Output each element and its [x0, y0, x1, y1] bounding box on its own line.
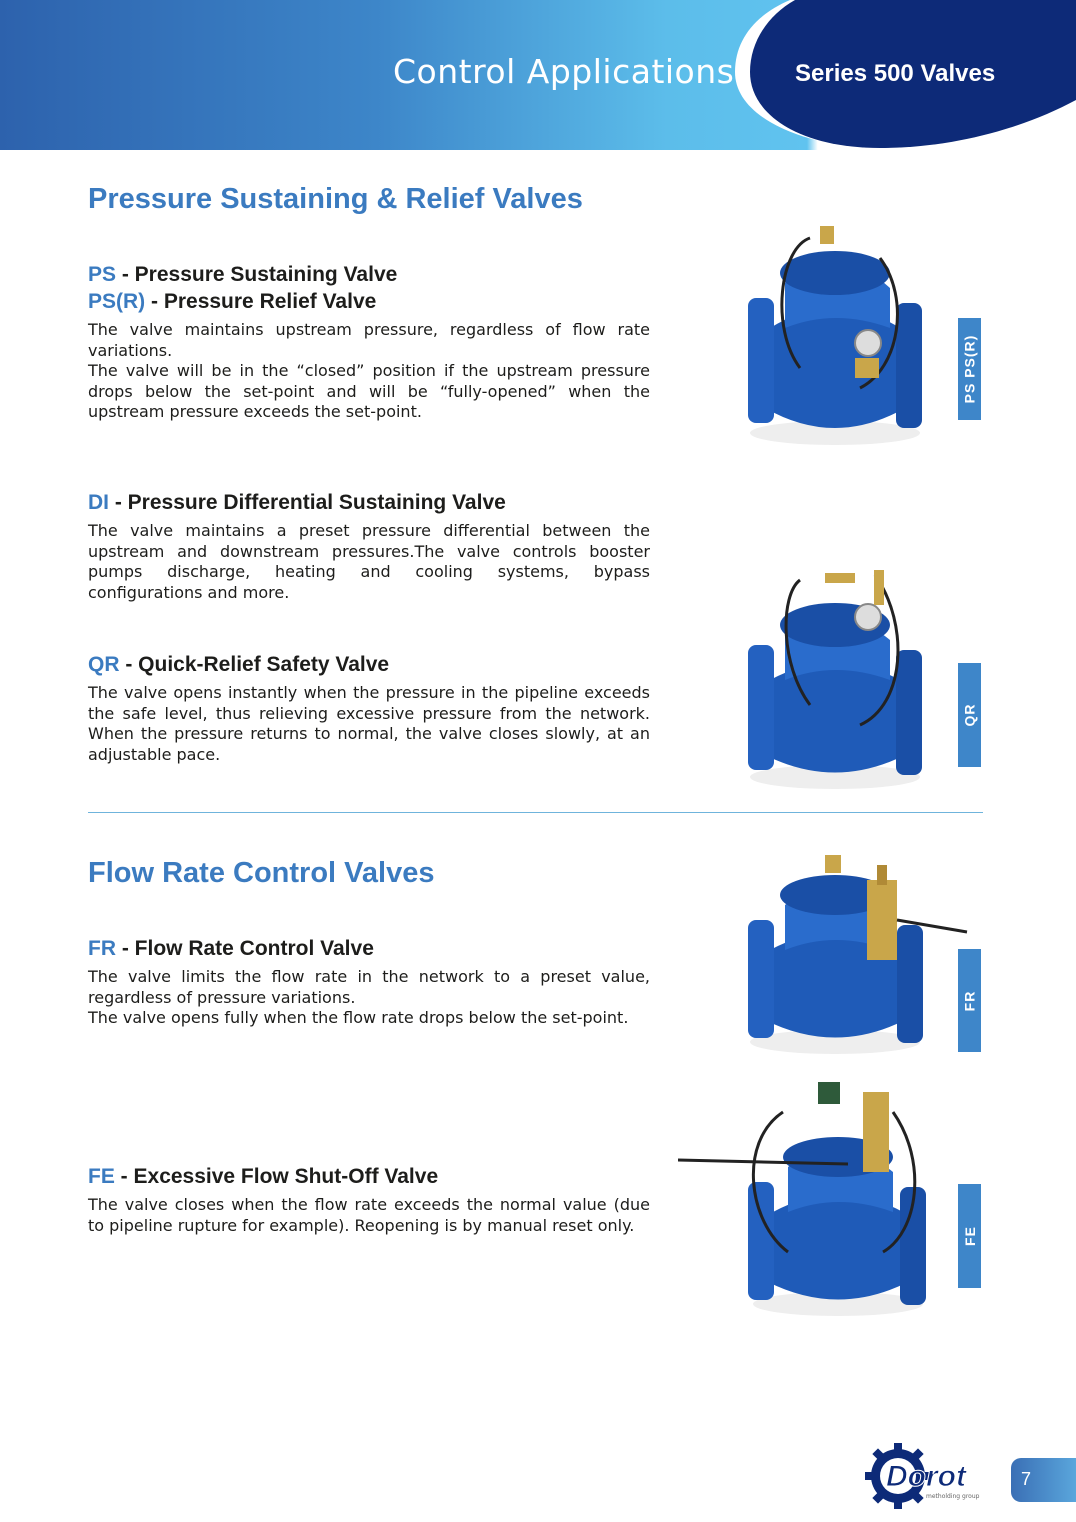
item-description-fr: [88, 967, 650, 1029]
section-divider: [88, 812, 983, 813]
item-code-qr: QR: [88, 653, 120, 676]
section-title-flow: Flow Rate Control Valves: [88, 857, 435, 889]
side-tab-label: FR: [961, 990, 978, 1011]
valve-image-fr: [735, 850, 970, 1060]
description-paragraph: The valve will be in the “closed” position if the upstream pressure drops below the set-point and will be “fully-opened” when the upstream pressure exceeds the set-point.: [88, 361, 650, 421]
item-title-fr: [88, 937, 374, 961]
item-name-fr: - Flow Rate Control Valve: [116, 937, 374, 960]
item-code-fr: FR: [88, 937, 116, 960]
description-paragraph: The valve maintains a preset pressure differential between the upstream and downstream pressures.The valve controls booster pumps discharge, heating and cooling systems, bypass configurations and more.: [88, 521, 650, 602]
logo-subtext: metholding group: [926, 1493, 980, 1500]
side-tab-qr: [958, 663, 981, 767]
item-description-di: [88, 521, 650, 603]
item-title-ps: [88, 263, 397, 287]
side-tab-label: QR: [961, 703, 978, 727]
side-tab-ps: [958, 318, 981, 420]
valve-image-qr: [740, 565, 930, 800]
side-tab-label: FE: [961, 1226, 978, 1246]
item-description-fe: [88, 1195, 650, 1236]
item-code-psr: PS(R): [88, 290, 146, 313]
page-header: [0, 0, 1076, 150]
item-name-ps: - Pressure Sustaining Valve: [116, 263, 398, 286]
item-name-qr: - Quick-Relief Safety Valve: [119, 653, 390, 676]
description-paragraph: The valve closes when the flow rate exceeds the normal value (due to pipeline rupture for example). Reopening is by manual reset only.: [88, 1195, 650, 1235]
header-title: Control Applications: [393, 52, 735, 91]
side-tab-fr: [958, 949, 981, 1052]
item-title-qr: [88, 653, 389, 677]
page-number-tab: [1011, 1458, 1076, 1502]
description-paragraph: The valve maintains upstream pressure, regardless of flow rate variations.: [88, 320, 650, 360]
description-paragraph: The valve limits the flow rate in the network to a preset value, regardless of pressure variations.: [88, 967, 650, 1007]
item-name-di: - Pressure Differential Sustaining Valve: [109, 491, 506, 514]
page-number: 7: [1021, 1469, 1032, 1489]
side-tab-label: PS PS(R): [961, 334, 978, 404]
item-name-psr: - Pressure Relief Valve: [145, 290, 377, 313]
item-title-fe: [88, 1165, 438, 1189]
description-paragraph: The valve opens instantly when the pressure in the pipeline exceeds the safe level, thus relieving excessive pressure from the network. When the pressure returns to normal, the valve closes slowly, at an adjustable pace.: [88, 683, 650, 764]
description-paragraph: The valve opens fully when the flow rate drops below the set-point.: [88, 1008, 629, 1027]
item-code-ps: PS: [88, 263, 117, 286]
item-name-fe: - Excessive Flow Shut-Off Valve: [114, 1165, 439, 1188]
valve-image-ps: [740, 218, 930, 458]
side-tab-fe: [958, 1184, 981, 1288]
logo-text: Dorot: [886, 1460, 966, 1493]
item-code-di: DI: [88, 491, 109, 514]
item-title-psr: [88, 290, 376, 314]
dorot-logo: [864, 1440, 989, 1512]
item-description-ps: [88, 320, 650, 423]
item-code-fe: FE: [88, 1165, 115, 1188]
valve-image-fe: [678, 1072, 933, 1327]
series-label: Series 500 Valves: [795, 60, 996, 87]
section-title-pressure: Pressure Sustaining & Relief Valves: [88, 183, 583, 215]
item-title-di: [88, 491, 506, 515]
item-description-qr: [88, 683, 650, 765]
